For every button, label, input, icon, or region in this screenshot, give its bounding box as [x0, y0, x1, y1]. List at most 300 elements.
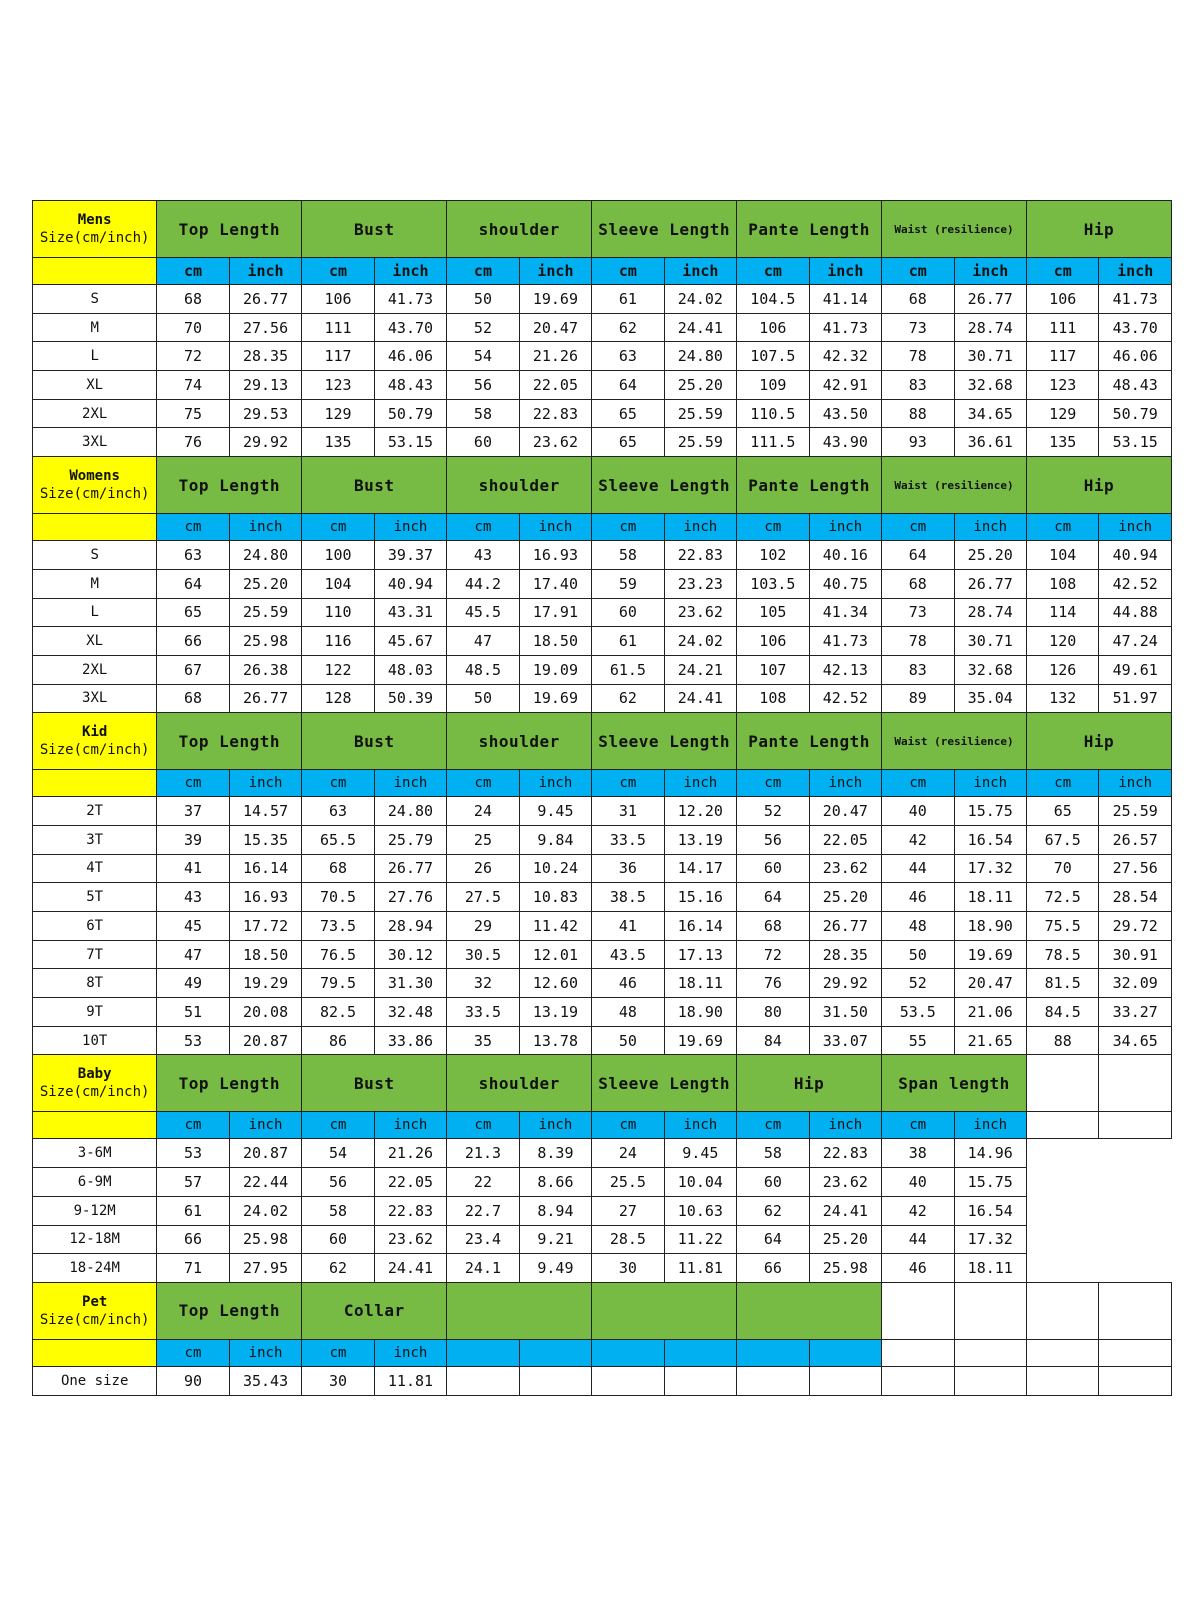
- measurement-value: 29.92: [809, 969, 881, 998]
- measurement-value: 50: [447, 285, 519, 314]
- baby-column-header: Bust: [302, 1055, 447, 1112]
- measurement-value: 25.20: [664, 371, 736, 400]
- pet-empty-header: [737, 1282, 882, 1339]
- measurement-value: 106: [737, 627, 809, 656]
- empty-cell: [1026, 1168, 1098, 1197]
- measurement-value: 135: [302, 428, 374, 457]
- measurement-value: 117: [1026, 342, 1098, 371]
- measurement-value: 50: [592, 1026, 664, 1055]
- size-label: 7T: [33, 940, 157, 969]
- empty-cell: [1026, 1196, 1098, 1225]
- measurement-value: 58: [447, 399, 519, 428]
- womens-column-header: Pante Length: [737, 457, 882, 514]
- unit-cm-label: cm: [157, 770, 229, 797]
- mens-size-row: [33, 428, 1172, 457]
- empty-cell: [1099, 1282, 1172, 1339]
- measurement-value: 19.69: [664, 1026, 736, 1055]
- unit-inch-label: inch: [519, 770, 591, 797]
- measurement-value: 25.5: [592, 1168, 664, 1197]
- measurement-value: 30.91: [1099, 940, 1172, 969]
- pet-empty-unit: [447, 1339, 519, 1366]
- measurement-value: 31.50: [809, 998, 881, 1027]
- measurement-value: 79.5: [302, 969, 374, 998]
- measurement-value: 46: [882, 883, 954, 912]
- kid-size-row: [33, 912, 1172, 941]
- measurement-value: 24.80: [229, 541, 301, 570]
- mens-column-header: Sleeve Length: [592, 201, 737, 258]
- measurement-value: 117: [302, 342, 374, 371]
- measurement-value: 53: [157, 1139, 229, 1168]
- measurement-value: 30: [302, 1366, 374, 1395]
- measurement-value: 33.86: [374, 1026, 446, 1055]
- measurement-value: 110.5: [737, 399, 809, 428]
- measurement-value: 83: [882, 655, 954, 684]
- measurement-value: 67.5: [1026, 825, 1098, 854]
- measurement-value: 132: [1026, 684, 1098, 713]
- unit-cm-label: cm: [592, 770, 664, 797]
- measurement-value: 34.65: [954, 399, 1026, 428]
- measurement-value: 106: [1026, 285, 1098, 314]
- unit-inch-label: inch: [664, 1112, 736, 1139]
- measurement-value: 29.53: [229, 399, 301, 428]
- measurement-value: 29.92: [229, 428, 301, 457]
- measurement-value: 135: [1026, 428, 1098, 457]
- unit-inch-label: inch: [809, 514, 881, 541]
- measurement-value: 72.5: [1026, 883, 1098, 912]
- measurement-value: 27.56: [1099, 854, 1172, 883]
- measurement-value: 24: [592, 1139, 664, 1168]
- measurement-value: 75.5: [1026, 912, 1098, 941]
- baby-unit-row: [33, 1112, 1172, 1139]
- measurement-value: 23.62: [519, 428, 591, 457]
- measurement-value: 56: [447, 371, 519, 400]
- womens-size-row: [33, 541, 1172, 570]
- empty-cell: [1026, 1366, 1098, 1395]
- measurement-value: 28.35: [229, 342, 301, 371]
- measurement-value: 16.93: [519, 541, 591, 570]
- measurement-value: 27.76: [374, 883, 446, 912]
- measurement-value: 75: [157, 399, 229, 428]
- mens-column-header: shoulder: [447, 201, 592, 258]
- measurement-value: 15.16: [664, 883, 736, 912]
- baby-size-row: [33, 1168, 1172, 1197]
- measurement-value: 18.50: [229, 940, 301, 969]
- measurement-value: 51.97: [1099, 684, 1172, 713]
- mens-size-row: [33, 342, 1172, 371]
- measurement-value: 78: [882, 627, 954, 656]
- measurement-value: 57: [157, 1168, 229, 1197]
- kid-size-row: [33, 797, 1172, 826]
- measurement-value: 107.5: [737, 342, 809, 371]
- womens-column-header: Hip: [1026, 457, 1171, 514]
- measurement-value: 110: [302, 598, 374, 627]
- mens-size-row: [33, 399, 1172, 428]
- baby-size-row: [33, 1139, 1172, 1168]
- unit-inch-label: inch: [519, 258, 591, 285]
- measurement-value: 43.50: [809, 399, 881, 428]
- measurement-value: 88: [882, 399, 954, 428]
- womens-column-header: Top Length: [157, 457, 302, 514]
- measurement-value: 72: [157, 342, 229, 371]
- measurement-value: 60: [447, 428, 519, 457]
- measurement-value: 40.94: [1099, 541, 1172, 570]
- measurement-value: 20.87: [229, 1026, 301, 1055]
- womens-size-row: [33, 598, 1172, 627]
- pet-empty-unit: [592, 1339, 664, 1366]
- measurement-value: 55: [882, 1026, 954, 1055]
- measurement-value: 35: [447, 1026, 519, 1055]
- unit-cm-label: cm: [302, 1339, 374, 1366]
- measurement-value: 123: [1026, 371, 1098, 400]
- measurement-value: 17.72: [229, 912, 301, 941]
- size-label: S: [33, 541, 157, 570]
- measurement-value: 47.24: [1099, 627, 1172, 656]
- measurement-value: 114: [1026, 598, 1098, 627]
- measurement-value: 19.69: [954, 940, 1026, 969]
- measurement-value: 27.95: [229, 1254, 301, 1283]
- measurement-value: 23.62: [809, 854, 881, 883]
- measurement-value: 43.5: [592, 940, 664, 969]
- measurement-value: 19.69: [519, 285, 591, 314]
- measurement-value: 26.38: [229, 655, 301, 684]
- empty-cell: [1026, 1055, 1098, 1112]
- measurement-value: 84.5: [1026, 998, 1098, 1027]
- measurement-value: 65: [592, 399, 664, 428]
- measurement-value: 24.41: [664, 684, 736, 713]
- measurement-value: 40: [882, 797, 954, 826]
- womens-size-row: [33, 627, 1172, 656]
- measurement-value: 100: [302, 541, 374, 570]
- kid-section-label: [33, 713, 157, 770]
- measurement-value: 34.65: [1099, 1026, 1172, 1055]
- unit-cm-label: cm: [447, 258, 519, 285]
- unit-cm-label: cm: [302, 258, 374, 285]
- measurement-value: 26.77: [809, 912, 881, 941]
- unit-cm-label: cm: [447, 514, 519, 541]
- measurement-value: 39: [157, 825, 229, 854]
- measurement-value: 74: [157, 371, 229, 400]
- measurement-value: 73: [882, 313, 954, 342]
- empty-cell: [954, 1339, 1026, 1366]
- kid-column-header: shoulder: [447, 713, 592, 770]
- size-label: M: [33, 569, 157, 598]
- unit-cm-label: cm: [1026, 514, 1098, 541]
- measurement-value: 18.50: [519, 627, 591, 656]
- measurement-value: 39.37: [374, 541, 446, 570]
- measurement-value: 71: [157, 1254, 229, 1283]
- womens-column-header: Waist (resilience): [882, 457, 1027, 514]
- empty-cell: [1099, 1055, 1172, 1112]
- unit-inch-label: inch: [229, 1339, 301, 1366]
- measurement-value: 10.04: [664, 1168, 736, 1197]
- measurement-value: 16.54: [954, 825, 1026, 854]
- pet-section-label: [33, 1282, 157, 1339]
- measurement-value: 84: [737, 1026, 809, 1055]
- measurement-value: 90: [157, 1366, 229, 1395]
- measurement-value: 46.06: [1099, 342, 1172, 371]
- measurement-value: 42.52: [1099, 569, 1172, 598]
- mens-unit-label-spacer: [33, 258, 157, 285]
- kid-column-header: Waist (resilience): [882, 713, 1027, 770]
- measurement-value: 31: [592, 797, 664, 826]
- measurement-value: 12.20: [664, 797, 736, 826]
- measurement-value: 24.80: [664, 342, 736, 371]
- measurement-value: 11.81: [664, 1254, 736, 1283]
- size-label: 10T: [33, 1026, 157, 1055]
- size-chart-table: [32, 200, 1172, 1396]
- measurement-value: 89: [882, 684, 954, 713]
- measurement-value: 66: [157, 1225, 229, 1254]
- measurement-value: 128: [302, 684, 374, 713]
- measurement-value: 41.73: [1099, 285, 1172, 314]
- kid-size-row: [33, 969, 1172, 998]
- measurement-value: 25.79: [374, 825, 446, 854]
- kid-size-row: [33, 940, 1172, 969]
- size-label: 8T: [33, 969, 157, 998]
- measurement-value: 19.09: [519, 655, 591, 684]
- measurement-value: 46.06: [374, 342, 446, 371]
- measurement-value: 78.5: [1026, 940, 1098, 969]
- measurement-value: 93: [882, 428, 954, 457]
- measurement-value: 107: [737, 655, 809, 684]
- measurement-value: 64: [592, 371, 664, 400]
- mens-label-title: Mens: [77, 212, 112, 228]
- measurement-value: 41.73: [809, 313, 881, 342]
- measurement-value: 28.35: [809, 940, 881, 969]
- baby-column-header: Top Length: [157, 1055, 302, 1112]
- measurement-value: 62: [737, 1196, 809, 1225]
- measurement-value: 9.21: [519, 1225, 591, 1254]
- unit-inch-label: inch: [954, 258, 1026, 285]
- measurement-value: 14.96: [954, 1139, 1026, 1168]
- baby-column-header: shoulder: [447, 1055, 592, 1112]
- measurement-value: 22.83: [809, 1139, 881, 1168]
- measurement-value: 70.5: [302, 883, 374, 912]
- pet-unit-row: [33, 1339, 1172, 1366]
- measurement-value: 13.78: [519, 1026, 591, 1055]
- measurement-value: 106: [737, 313, 809, 342]
- pet-empty-unit: [519, 1339, 591, 1366]
- measurement-value: 22.83: [374, 1196, 446, 1225]
- womens-header-row: [33, 457, 1172, 514]
- measurement-value: 30.71: [954, 627, 1026, 656]
- womens-section-label: [33, 457, 157, 514]
- unit-cm-label: cm: [882, 258, 954, 285]
- measurement-value: 82.5: [302, 998, 374, 1027]
- measurement-value: 56: [737, 825, 809, 854]
- measurement-value: 36: [592, 854, 664, 883]
- empty-cell: [954, 1282, 1026, 1339]
- measurement-value: 14.57: [229, 797, 301, 826]
- kid-column-header: Hip: [1026, 713, 1171, 770]
- measurement-value: 25.20: [229, 569, 301, 598]
- measurement-value: 48.5: [447, 655, 519, 684]
- measurement-value: 15.75: [954, 797, 1026, 826]
- unit-inch-label: inch: [954, 514, 1026, 541]
- unit-cm-label: cm: [157, 514, 229, 541]
- pet-empty-unit: [737, 1339, 809, 1366]
- empty-cell: [737, 1366, 809, 1395]
- kid-column-header: Sleeve Length: [592, 713, 737, 770]
- measurement-value: 83: [882, 371, 954, 400]
- unit-inch-label: inch: [229, 258, 301, 285]
- measurement-value: 40.75: [809, 569, 881, 598]
- unit-cm-label: cm: [882, 514, 954, 541]
- measurement-value: 65: [1026, 797, 1098, 826]
- measurement-value: 43: [447, 541, 519, 570]
- measurement-value: 50.79: [374, 399, 446, 428]
- empty-cell: [1099, 1366, 1172, 1395]
- size-label: 2XL: [33, 655, 157, 684]
- unit-inch-label: inch: [809, 258, 881, 285]
- measurement-value: 21.3: [447, 1139, 519, 1168]
- measurement-value: 72: [737, 940, 809, 969]
- measurement-value: 33.5: [447, 998, 519, 1027]
- unit-cm-label: cm: [592, 1112, 664, 1139]
- measurement-value: 64: [737, 1225, 809, 1254]
- kid-column-header: Top Length: [157, 713, 302, 770]
- measurement-value: 19.29: [229, 969, 301, 998]
- measurement-value: 60: [592, 598, 664, 627]
- measurement-value: 22: [447, 1168, 519, 1197]
- measurement-value: 46: [592, 969, 664, 998]
- measurement-value: 53.15: [374, 428, 446, 457]
- measurement-value: 45: [157, 912, 229, 941]
- measurement-value: 42: [882, 825, 954, 854]
- empty-cell: [1099, 1139, 1172, 1168]
- measurement-value: 38.5: [592, 883, 664, 912]
- measurement-value: 25.98: [229, 627, 301, 656]
- womens-label-title: Womens: [69, 468, 120, 485]
- measurement-value: 42.52: [809, 684, 881, 713]
- measurement-value: 30.71: [954, 342, 1026, 371]
- unit-cm-label: cm: [882, 1112, 954, 1139]
- measurement-value: 11.22: [664, 1225, 736, 1254]
- empty-cell: [882, 1339, 954, 1366]
- measurement-value: 64: [737, 883, 809, 912]
- measurement-value: 66: [157, 627, 229, 656]
- measurement-value: 29: [447, 912, 519, 941]
- measurement-value: 10.83: [519, 883, 591, 912]
- unit-cm-label: cm: [447, 1112, 519, 1139]
- measurement-value: 29.72: [1099, 912, 1172, 941]
- measurement-value: 27.5: [447, 883, 519, 912]
- baby-column-header: Span length: [882, 1055, 1027, 1112]
- size-label: 4T: [33, 854, 157, 883]
- measurement-value: 43: [157, 883, 229, 912]
- measurement-value: 54: [302, 1139, 374, 1168]
- measurement-value: 11.81: [374, 1366, 446, 1395]
- empty-cell: [882, 1282, 954, 1339]
- measurement-value: 47: [447, 627, 519, 656]
- pet-size-row: [33, 1366, 1172, 1395]
- pet-empty-header: [592, 1282, 737, 1339]
- measurement-value: 23.23: [664, 569, 736, 598]
- measurement-value: 25.20: [809, 1225, 881, 1254]
- unit-cm-label: cm: [882, 770, 954, 797]
- empty-cell: [1099, 1112, 1172, 1139]
- measurement-value: 70: [1026, 854, 1098, 883]
- measurement-value: 20.47: [519, 313, 591, 342]
- measurement-value: 35.43: [229, 1366, 301, 1395]
- measurement-value: 104: [1026, 541, 1098, 570]
- measurement-value: 24.02: [664, 627, 736, 656]
- measurement-value: 73.5: [302, 912, 374, 941]
- unit-cm-label: cm: [737, 258, 809, 285]
- unit-cm-label: cm: [737, 770, 809, 797]
- measurement-value: 43.70: [1099, 313, 1172, 342]
- measurement-value: 49: [157, 969, 229, 998]
- measurement-value: 30: [592, 1254, 664, 1283]
- measurement-value: 12.01: [519, 940, 591, 969]
- pet-unit-label-spacer: [33, 1339, 157, 1366]
- womens-column-header: Bust: [302, 457, 447, 514]
- measurement-value: 59: [592, 569, 664, 598]
- empty-cell: [1099, 1168, 1172, 1197]
- mens-header-row: [33, 201, 1172, 258]
- unit-cm-label: cm: [157, 1339, 229, 1366]
- empty-cell: [1099, 1225, 1172, 1254]
- measurement-value: 104: [302, 569, 374, 598]
- measurement-value: 29.13: [229, 371, 301, 400]
- measurement-value: 48.43: [1099, 371, 1172, 400]
- baby-column-header: Sleeve Length: [592, 1055, 737, 1112]
- empty-cell: [1026, 1282, 1098, 1339]
- measurement-value: 22.83: [664, 541, 736, 570]
- measurement-value: 28.5: [592, 1225, 664, 1254]
- empty-cell: [447, 1366, 519, 1395]
- measurement-value: 129: [1026, 399, 1098, 428]
- pet-empty-unit: [809, 1339, 881, 1366]
- measurement-value: 17.40: [519, 569, 591, 598]
- measurement-value: 45.5: [447, 598, 519, 627]
- size-label: 9T: [33, 998, 157, 1027]
- measurement-value: 17.32: [954, 1225, 1026, 1254]
- measurement-value: 122: [302, 655, 374, 684]
- measurement-value: 46: [882, 1254, 954, 1283]
- measurement-value: 36.61: [954, 428, 1026, 457]
- measurement-value: 9.49: [519, 1254, 591, 1283]
- measurement-value: 81.5: [1026, 969, 1098, 998]
- mens-column-header: Pante Length: [737, 201, 882, 258]
- unit-inch-label: inch: [664, 770, 736, 797]
- measurement-value: 43.70: [374, 313, 446, 342]
- kid-size-row: [33, 1026, 1172, 1055]
- size-label: M: [33, 313, 157, 342]
- measurement-value: 51: [157, 998, 229, 1027]
- measurement-value: 52: [882, 969, 954, 998]
- measurement-value: 42.32: [809, 342, 881, 371]
- measurement-value: 25.98: [809, 1254, 881, 1283]
- measurement-value: 23.62: [809, 1168, 881, 1197]
- size-label: 9-12M: [33, 1196, 157, 1225]
- measurement-value: 76: [737, 969, 809, 998]
- kid-label-unit: Size(cm/inch): [39, 742, 150, 759]
- measurement-value: 41.73: [374, 285, 446, 314]
- size-label: 5T: [33, 883, 157, 912]
- measurement-value: 106: [302, 285, 374, 314]
- unit-inch-label: inch: [664, 258, 736, 285]
- measurement-value: 28.94: [374, 912, 446, 941]
- baby-size-row: [33, 1225, 1172, 1254]
- measurement-value: 32.48: [374, 998, 446, 1027]
- baby-label-title: Baby: [77, 1066, 112, 1083]
- measurement-value: 33.07: [809, 1026, 881, 1055]
- measurement-value: 48: [882, 912, 954, 941]
- size-label: 3T: [33, 825, 157, 854]
- measurement-value: 52: [447, 313, 519, 342]
- measurement-value: 25.59: [229, 598, 301, 627]
